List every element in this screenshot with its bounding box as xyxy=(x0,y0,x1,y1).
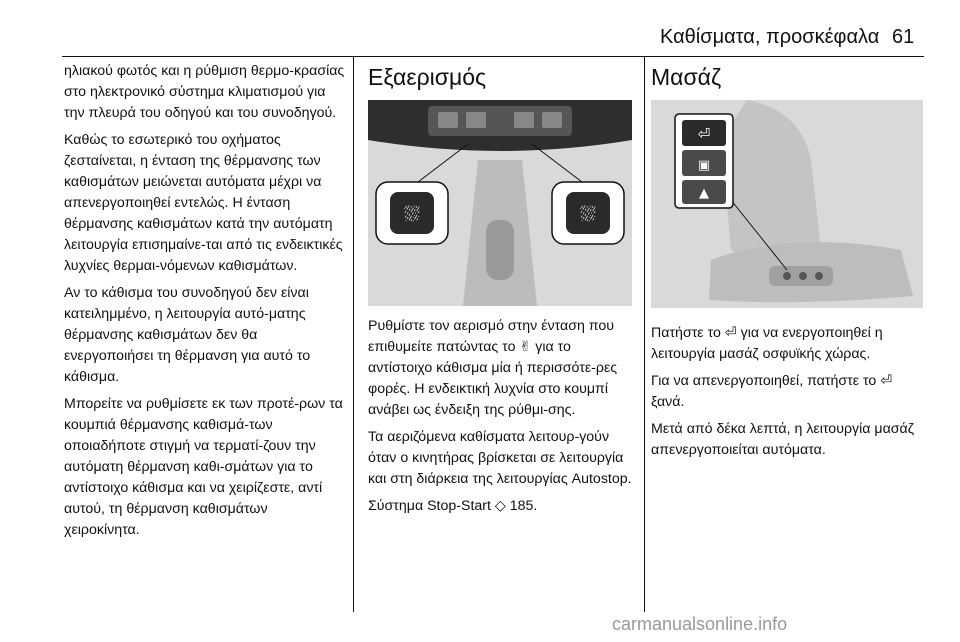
watermark: carmanualsonline.info xyxy=(612,614,788,634)
section-title-massage: Μασάζ xyxy=(651,64,722,90)
paragraph: ηλιακού φωτός και η ρύθμιση θερμο-κρασίας στο ηλεκτρονικό σύστημα κλιματισμού για την πλευρά του οδηγού και του συνοδηγού. xyxy=(64,63,345,121)
ventilation-illustration xyxy=(368,100,632,306)
column-3-text xyxy=(651,323,927,467)
page-number: 61 xyxy=(892,26,915,48)
column-divider-1 xyxy=(353,57,354,612)
svg-text:⛆: ⛆ xyxy=(580,202,596,226)
column-divider-2 xyxy=(644,57,645,612)
svg-text:▲: ▲ xyxy=(699,186,709,201)
paragraph: Μπορείτε να ρυθμίσετε εκ των προτέ-ρων τα κουμπιά θέρμανσης καθισμά-των οποιαδήποτε στιγμή να τερματί-ζουν την αυτόματη θέρμανση καθι-σμάτων για το αντίστοιχο κάθισμα και να χειρίζεστε, αντί αυτού, τη θέρμανση καθισμάτων χειροκίνητα. xyxy=(64,396,343,538)
svg-text:▣: ▣ xyxy=(697,158,711,173)
massage-illustration xyxy=(651,100,923,308)
header-rule xyxy=(62,56,924,57)
section-title-ventilation: Εξαερισμός xyxy=(368,64,487,90)
column-2-text xyxy=(368,316,636,523)
header-title: Καθίσματα, προσκέφαλα xyxy=(660,26,880,48)
paragraph: Σύστημα Stop-Start ◇ 185. xyxy=(368,498,538,514)
svg-text:⏎: ⏎ xyxy=(697,125,711,143)
svg-text:⛆: ⛆ xyxy=(404,202,420,226)
paragraph: Αν το κάθισμα του συνοδηγού δεν είναι κατειλημμένο, η λειτουργία αυτό-ματης θέρμανσης καθισμάτων δεν θα ενεργοποιήσει τη θέρμανση για αυτό το κάθισμα. xyxy=(64,285,311,385)
column-1-text xyxy=(64,61,346,547)
paragraph: Τα αεριζόμενα καθίσματα λειτουρ-γούν όταν ο κινητήρας βρίσκεται σε λειτουργία και στη διάρκεια της λειτουργίας Autostop. xyxy=(368,429,632,487)
paragraph: Για να απενεργοποιηθεί, πατήστε το ⏎ ξανά. xyxy=(651,373,893,410)
paragraph: Καθώς το εσωτερικό του οχήματος ζεσταίνεται, η ένταση της θέρμανσης των καθισμάτων μειώνεται αυτόματα μέχρι να απενεργοποιηθεί εντελώς. Η ένταση θέρμανσης καθισμάτων κατά την αυτόματη λειτουργία επισημαίνε-ται από τις ενδεικτικές λυχνίες θερμαι-νόμενων καθισμάτων. xyxy=(64,132,343,274)
paragraph: Πατήστε το ⏎ για να ενεργοποιηθεί η λειτουργία μασάζ οσφυϊκής χώρας. xyxy=(651,325,883,362)
paragraph: Ρυθμίστε τον αερισμό στην ένταση που επιθυμείτε πατώντας το ✌ για το αντίστοιχο κάθισμα μία ή περισσότε-ρες φορές. Η ενδεικτική λυχνία στο κουμπί ανάβει ως ένδειξη της ρύθμι-σης. xyxy=(368,318,618,418)
paragraph: Μετά από δέκα λεπτά, η λειτουργία μασάζ απενεργοποιείται αυτόματα. xyxy=(651,421,915,458)
